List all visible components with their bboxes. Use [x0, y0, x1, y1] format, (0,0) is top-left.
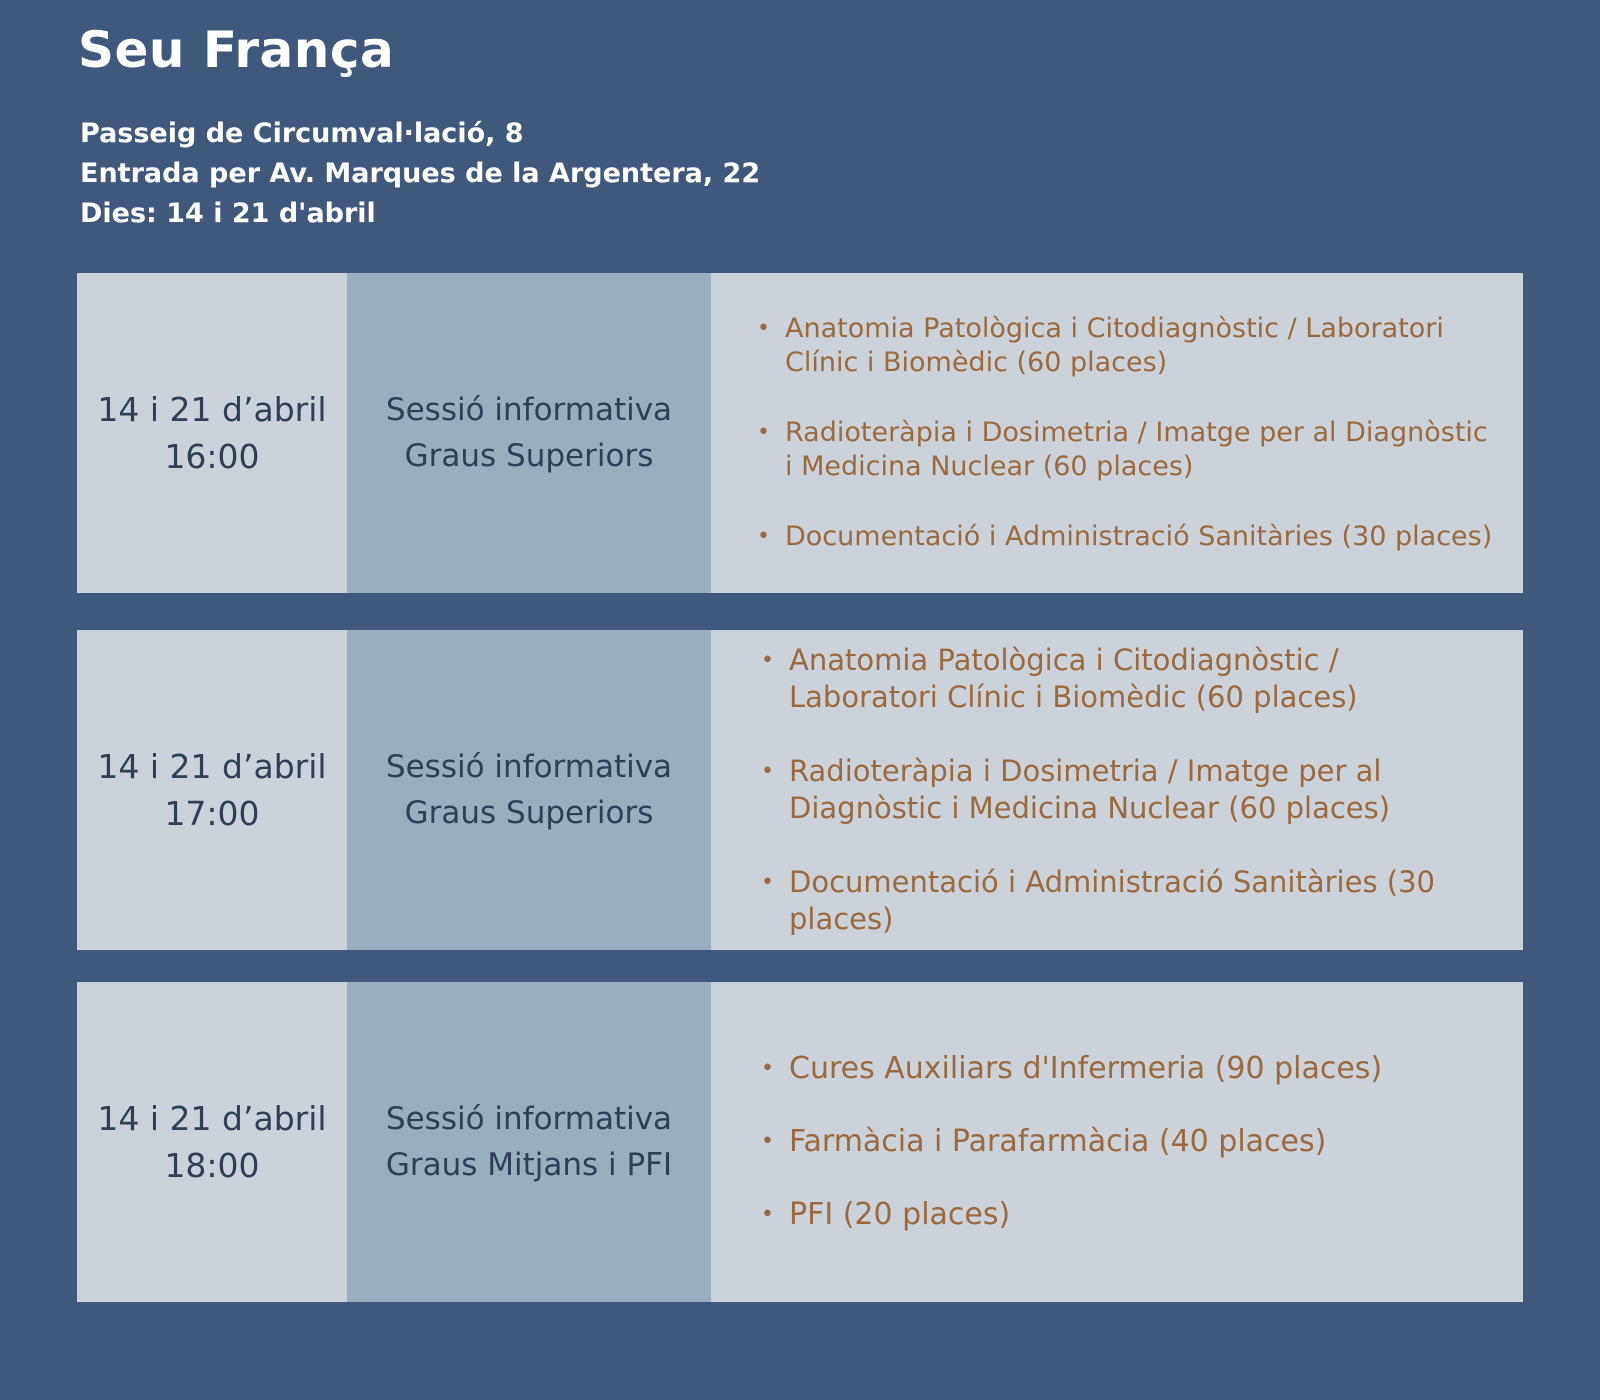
page-title: Seu França — [78, 21, 395, 79]
bullet-icon: • — [761, 648, 774, 673]
session-programs-cell — [711, 982, 1523, 1302]
session-row — [77, 982, 1523, 1302]
address-block — [80, 114, 760, 234]
session-datetime-cell — [77, 982, 347, 1302]
program-label: Cures Auxiliars d'Infermeria (90 places) — [789, 1051, 1383, 1086]
session-programs-cell — [711, 630, 1523, 950]
session-type-line: Sessió informativa — [385, 392, 673, 428]
program-label: Documentació i Administració Sanitàries (30 places) — [789, 865, 1435, 936]
session-type-cell — [347, 982, 711, 1302]
bullet-icon: • — [761, 1129, 774, 1154]
session-time: 16:00 — [164, 437, 260, 476]
program-item — [761, 1050, 1493, 1088]
session-type-cell — [347, 273, 711, 593]
session-type-line: Graus Mitjans i PFI — [385, 1147, 673, 1183]
session-type-cell — [347, 630, 711, 950]
session-time: 17:00 — [164, 794, 260, 833]
session-datetime-cell — [77, 273, 347, 593]
program-item — [761, 1196, 1493, 1234]
program-label: PFI (20 places) — [789, 1197, 1011, 1232]
program-item — [761, 864, 1493, 938]
session-date: 14 i 21 d’abril — [97, 1099, 327, 1138]
bullet-icon: • — [757, 316, 770, 341]
programs-list — [757, 312, 1493, 554]
bullet-icon: • — [757, 420, 770, 445]
programs-list — [761, 1050, 1493, 1234]
address-line: Passeig de Circumval·lació, 8 — [80, 118, 524, 149]
session-type-line: Sessió informativa — [385, 749, 673, 785]
bullet-icon: • — [761, 1056, 774, 1081]
session-type-line: Graus Superiors — [404, 795, 654, 831]
bullet-icon: • — [761, 759, 774, 784]
bullet-icon: • — [757, 524, 770, 549]
program-label: Radioteràpia i Dosimetria / Imatge per al Diagnòstic i Medicina Nuclear (60 places) — [789, 754, 1391, 825]
program-item — [761, 642, 1493, 716]
program-item — [757, 520, 1493, 554]
bullet-icon: • — [761, 1202, 774, 1227]
session-row — [77, 630, 1523, 950]
session-row — [77, 273, 1523, 593]
program-label: Anatomia Patològica i Citodiagnòstic / Laboratori Clínic i Biomèdic (60 places) — [785, 313, 1444, 378]
address-days-line: Dies: 14 i 21 d'abril — [80, 198, 376, 229]
program-label: Radioteràpia i Dosimetria / Imatge per al Diagnòstic i Medicina Nuclear (60 places) — [785, 417, 1488, 482]
session-programs-cell — [711, 273, 1523, 593]
program-item — [757, 416, 1493, 484]
program-label: Farmàcia i Parafarmàcia (40 places) — [789, 1124, 1327, 1159]
session-type-line: Graus Superiors — [404, 438, 654, 474]
session-type-line: Sessió informativa — [385, 1101, 673, 1137]
program-label: Anatomia Patològica i Citodiagnòstic / Laboratori Clínic i Biomèdic (60 places) — [789, 643, 1358, 714]
session-datetime-cell — [77, 630, 347, 950]
program-label: Documentació i Administració Sanitàries (30 places) — [785, 521, 1493, 552]
programs-list — [761, 642, 1493, 938]
program-item — [757, 312, 1493, 380]
session-date: 14 i 21 d’abril — [97, 747, 327, 786]
session-time: 18:00 — [164, 1146, 260, 1185]
bullet-icon: • — [761, 870, 774, 895]
address-entrance-line: Entrada per Av. Marques de la Argentera, 22 — [80, 158, 761, 189]
program-item — [761, 753, 1493, 827]
program-item — [761, 1123, 1493, 1161]
session-date: 14 i 21 d’abril — [97, 390, 327, 429]
